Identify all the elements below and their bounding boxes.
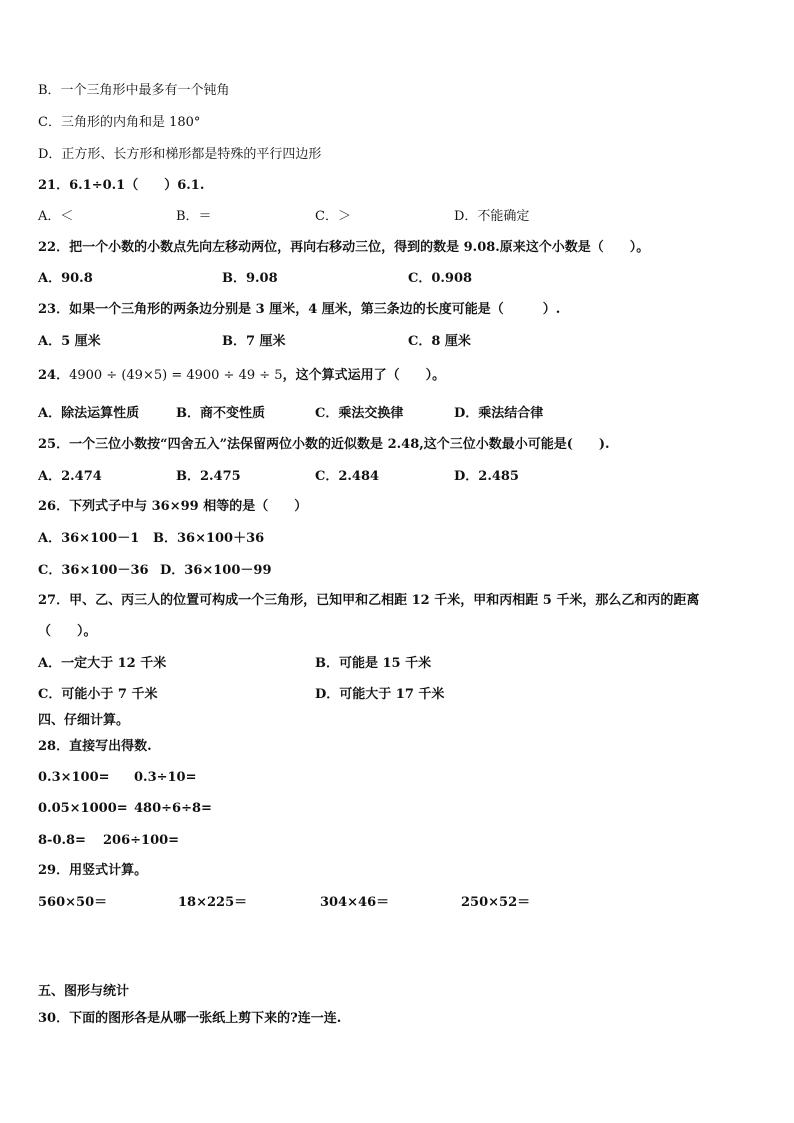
q30-stem: 30．下面的图形各是从哪一张纸上剪下来的?连一连.	[38, 1011, 342, 1026]
q23-stem: 23．如果一个三角形的两条边分别是 3 厘米，4 厘米，第三条边的长度可能是（ ）.	[38, 302, 561, 317]
q28-item-6: 206÷100=	[103, 833, 180, 848]
q28-item-1: 0.3×100=	[38, 770, 110, 785]
q25-option-d: D．2.485	[454, 469, 519, 484]
q20-option-b: B．一个三角形中最多有一个钝角	[38, 83, 230, 98]
q21-option-b: B．＝	[176, 209, 212, 224]
q25-option-b: B．2.475	[176, 469, 241, 484]
q23-option-c: C．8 厘米	[408, 334, 471, 349]
q29-stem: 29．用竖式计算。	[38, 863, 148, 878]
q29-item-1: 560×50＝	[38, 895, 108, 910]
q22-stem: 22．把一个小数的小数点先向左移动两位，再向右移动三位，得到的数是 9.08.原来这个小数是（ ）。	[38, 240, 650, 255]
q20-option-c: C．三角形的内角和是 180°	[38, 115, 201, 130]
q21-stem: 21．6.1÷0.1（ ）6.1.	[38, 178, 205, 193]
q23-option-b: B．7 厘米	[222, 334, 286, 349]
q24-option-a: A．除法运算性质	[38, 406, 140, 421]
q28-item-5: 8-0.8=	[38, 833, 86, 848]
q21-option-a: A．＜	[38, 209, 74, 224]
q28-stem: 28．直接写出得数.	[38, 739, 152, 754]
q24-formula: 4900 ÷ (49×5) = 4900 ÷ 49 ÷ 5	[69, 368, 283, 383]
q20-option-d: D．正方形、长方形和梯形都是特殊的平行四边形	[38, 147, 322, 162]
q24-number: 24．	[38, 368, 70, 383]
q27-stem: 27．甲、乙、丙三人的位置可构成一个三角形，已知甲和乙相距 12 千米，甲和丙相距 5 千米，那么乙和丙的距离	[38, 593, 700, 608]
q27-stem-continued: （ ）。	[38, 624, 97, 639]
q25-option-c: C．2.484	[315, 469, 380, 484]
section-4-heading: 四、仔细计算。	[38, 713, 130, 728]
q28-item-3: 0.05×1000=	[38, 801, 128, 816]
q24-option-d: D．乘法结合律	[454, 406, 544, 421]
q27-option-c: C．可能小于 7 千米	[38, 687, 158, 702]
q26-option-c: C．36×100－36	[38, 563, 149, 578]
q23-option-a: A．5 厘米	[38, 334, 101, 349]
q24-stem-tail: ，这个算式运用了（ ）。	[282, 368, 446, 383]
q24-option-b: B．商不变性质	[176, 406, 265, 421]
q24-option-c: C．乘法交换律	[315, 406, 404, 421]
q29-item-3: 304×46＝	[320, 895, 390, 910]
q21-option-c: C．＞	[315, 209, 351, 224]
q22-option-c: C．0.908	[408, 271, 473, 286]
q26-option-d: D．36×100－99	[160, 563, 272, 578]
q24-stem	[38, 367, 445, 385]
q22-option-a: A．90.8	[38, 271, 93, 286]
q28-item-4: 480÷6÷8=	[134, 801, 212, 816]
q27-option-b: B．可能是 15 千米	[315, 656, 432, 671]
q26-stem: 26．下列式子中与 36×99 相等的是（ ）	[38, 499, 308, 514]
q27-option-d: D．可能大于 17 千米	[315, 687, 445, 702]
q22-option-b: B．9.08	[222, 271, 278, 286]
q29-item-2: 18×225＝	[178, 895, 248, 910]
q26-option-a: A．36×100－1	[38, 531, 140, 546]
section-5-heading: 五、图形与统计	[38, 984, 130, 999]
q21-option-d: D．不能确定	[454, 209, 530, 224]
q29-item-4: 250×52＝	[461, 895, 531, 910]
q25-stem: 25．一个三位小数按“四舍五入”法保留两位小数的近似数是 2.48,这个三位小数最小可能是( ).	[38, 437, 610, 452]
q28-item-2: 0.3÷10=	[134, 770, 197, 785]
q25-option-a: A．2.474	[38, 469, 102, 484]
q27-option-a: A．一定大于 12 千米	[38, 656, 167, 671]
q26-option-b: B．36×100＋36	[153, 531, 265, 546]
